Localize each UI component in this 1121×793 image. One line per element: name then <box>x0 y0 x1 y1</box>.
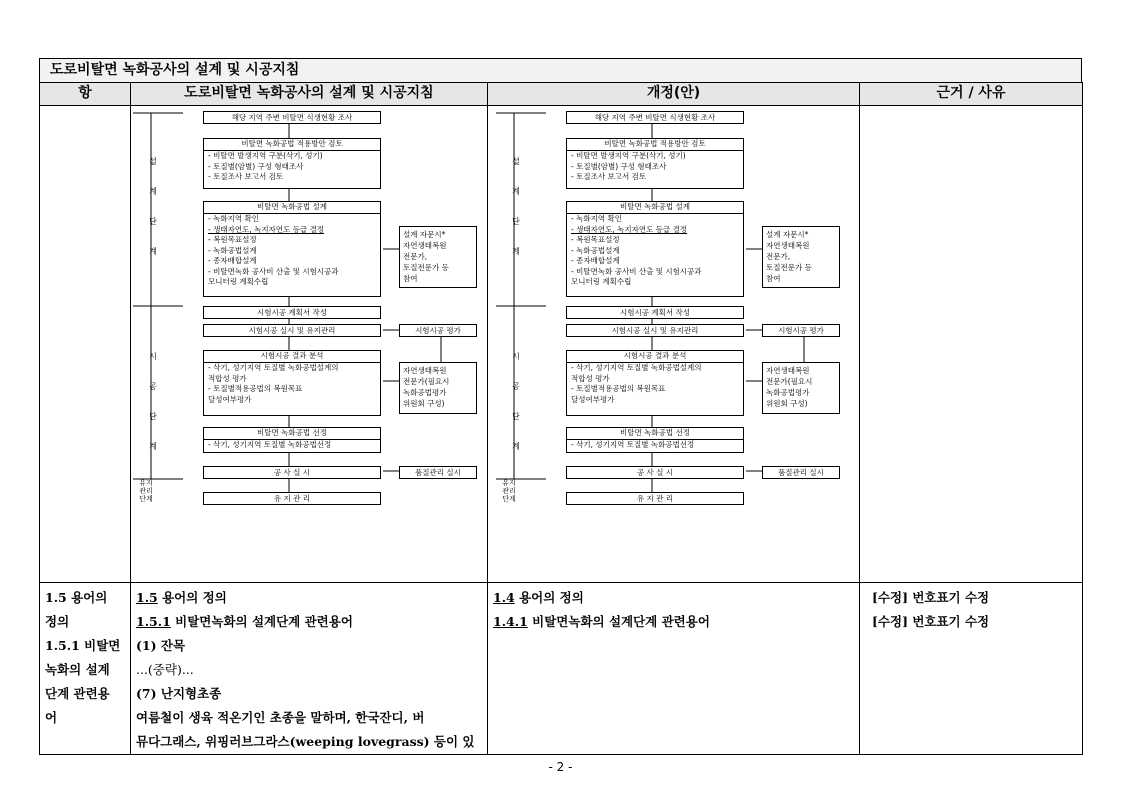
stage-label: 시 <box>149 352 157 361</box>
trial-exec-box: 시험시공 실시 및 유지관리 <box>203 324 381 337</box>
trial-result-item: 적합성 평가 <box>571 373 610 383</box>
stage-label: 설 <box>149 157 157 166</box>
design-item: - 생태자연도, 녹지자연도 등급 결정 <box>571 224 688 234</box>
design-box-title: 비탈면 녹화공법 설계 <box>204 202 380 214</box>
construction-box: 공 사 실 시 <box>203 466 381 479</box>
design-advisory-note: 설계 자문시* 자연생태복원 전문가, 토질전문가 등 참여 <box>399 226 477 288</box>
trial-advisory-note: 자연생태복원 전문가(필요시 녹화공법평가 위원회 구성) <box>762 362 840 414</box>
definition-revised-cell <box>488 583 860 755</box>
omission-marker: ...(중략)... <box>136 662 194 677</box>
quality-box: 품질관리 실시 <box>762 466 840 479</box>
maintenance-box: 유 지 관 리 <box>203 492 381 505</box>
trial-result-box <box>203 350 381 416</box>
clause-line: 어 <box>45 710 58 725</box>
trial-result-title: 시험시공 결과 분석 <box>567 351 743 363</box>
clause-line: 단계 관련용 <box>45 686 110 701</box>
trial-result-box <box>566 350 744 416</box>
flowchart <box>494 106 850 582</box>
stage-label: 계 <box>149 442 157 451</box>
term-definition: 뮤다그래스, 위핑러브그라스(weeping lovegrass) 등이 있 <box>136 734 475 749</box>
column-header-reason: 근거 / 사유 <box>860 83 1083 106</box>
design-item: 모니터링 계획수립 <box>208 277 269 286</box>
definition-original-cell <box>131 583 488 755</box>
trial-result-item: 달성여부평가 <box>208 394 252 404</box>
trial-eval-box: 시험시공 평가 <box>399 324 477 337</box>
clause-line: 정의 <box>45 614 70 629</box>
stage-label: 계 <box>512 187 520 196</box>
definition-clause-cell <box>40 583 131 755</box>
trial-advisory-note: 자연생태복원 전문가(필요시 녹화공법평가 위원회 구성) <box>399 362 477 414</box>
trial-result-item: - 토질별적용공법의 복원목표 <box>571 384 666 393</box>
stage-label: 유지 관리 단계 <box>139 479 153 503</box>
review-item: - 토질조사 보고서 검토 <box>208 172 284 181</box>
flow-reason-cell <box>860 106 1083 583</box>
design-item: - 비탈면녹화 공사비 산출 및 시험시공과 <box>208 266 339 276</box>
stage-label: 계 <box>512 247 520 256</box>
section-heading: 1.5 용어의 정의 <box>136 590 227 605</box>
trial-exec-box: 시험시공 실시 및 유지관리 <box>566 324 744 337</box>
trial-result-item: - 토질별적용공법의 복원목표 <box>208 384 303 393</box>
trial-plan-box: 시험시공 계획서 작성 <box>203 306 381 319</box>
quality-box: 품질관리 실시 <box>399 466 477 479</box>
trial-eval-box: 시험시공 평가 <box>762 324 840 337</box>
survey-box: 해당 지역 주변 비탈면 식생현황 조사 <box>566 111 744 124</box>
design-item: - 녹화지역 확인 <box>571 214 622 223</box>
design-box <box>203 201 381 297</box>
column-header-clause: 항 <box>40 83 131 106</box>
review-item: - 토질조사 보고서 검토 <box>571 172 647 181</box>
stage-label: 단 <box>512 217 520 226</box>
clause-line: 녹화의 설계 <box>45 662 110 677</box>
design-item: 모니터링 계획수립 <box>571 277 632 286</box>
design-item: - 생태자연도, 녹지자연도 등급 결정 <box>208 224 325 234</box>
flow-original-cell <box>131 106 488 583</box>
section-heading: 1.4 용어의 정의 <box>493 590 584 605</box>
design-item: - 종자배합설계 <box>208 256 257 265</box>
stage-label: 계 <box>149 247 157 256</box>
design-item: - 비탈면녹화 공사비 산출 및 시험시공과 <box>571 266 702 276</box>
term-definition: 여름철이 생육 적온기인 초종을 말하며, 한국잔디, 버 <box>136 710 425 725</box>
construction-box: 공 사 실 시 <box>566 466 744 479</box>
column-header-original: 도로비탈면 녹화공사의 설계 및 시공지침 <box>131 83 488 106</box>
stage-label: 유지 관리 단계 <box>502 479 516 503</box>
subsection-heading: 1.5.1 비탈면녹화의 설계단계 관련용어 <box>136 614 353 629</box>
column-header-revised: 개정(안) <box>488 83 860 106</box>
design-box-title: 비탈면 녹화공법 설계 <box>567 202 743 214</box>
term-heading: (7) 난지형초종 <box>136 686 222 701</box>
survey-box: 해당 지역 주변 비탈면 식생현황 조사 <box>203 111 381 124</box>
method-select-box <box>203 427 381 453</box>
design-item: - 녹화공법설계 <box>208 245 257 255</box>
review-box <box>203 138 381 189</box>
design-box <box>566 201 744 297</box>
review-item: - 비탈면 발생지역 구분(삭기, 성기) <box>208 151 323 160</box>
reason-note: [수정] 번호표기 수정 <box>872 614 990 629</box>
trial-result-item: - 삭기, 성기지역 토질별 녹화공법설계의 <box>208 363 339 372</box>
stage-label: 공 <box>512 382 520 391</box>
method-select-title: 비탈면 녹화공법 선정 <box>567 428 743 440</box>
trial-result-item: - 삭기, 성기지역 토질별 녹화공법설계의 <box>571 363 702 372</box>
flowchart <box>131 106 487 582</box>
stage-label: 단 <box>512 412 520 421</box>
stage-label: 계 <box>512 442 520 451</box>
design-item: - 녹화지역 확인 <box>208 214 259 223</box>
trial-plan-box: 시험시공 계획서 작성 <box>566 306 744 319</box>
flow-revised-cell <box>488 106 860 583</box>
definition-reason-cell <box>860 583 1083 755</box>
flow-clause-cell <box>40 106 131 583</box>
trial-result-item: 달성여부평가 <box>571 394 615 404</box>
design-advisory-note: 설계 자문시* 자연생태복원 전문가, 토질전문가 등 참여 <box>762 226 840 288</box>
term-heading: (1) 잔목 <box>136 638 186 653</box>
design-item: - 복원목표설정 <box>571 235 620 244</box>
review-box-title: 비탈면 녹화공법 적용방안 검토 <box>567 139 743 151</box>
page-title: 도로비탈면 녹화공사의 설계 및 시공지침 <box>39 58 1082 82</box>
review-box-title: 비탈면 녹화공법 적용방안 검토 <box>204 139 380 151</box>
method-select-title: 비탈면 녹화공법 선정 <box>204 428 380 440</box>
comparison-table <box>39 82 1083 755</box>
stage-label: 단 <box>149 412 157 421</box>
review-box <box>566 138 744 189</box>
reason-note: [수정] 번호표기 수정 <box>872 590 990 605</box>
review-item: - 토질별(암별) 구성 형태조사 <box>208 161 304 171</box>
stage-label: 설 <box>512 157 520 166</box>
stage-label: 단 <box>149 217 157 226</box>
stage-label: 계 <box>149 187 157 196</box>
maintenance-box: 유 지 관 리 <box>566 492 744 505</box>
method-select-item: - 삭기, 성기지역 토질별 녹화공법선정 <box>571 440 695 449</box>
method-select-item: - 삭기, 성기지역 토질별 녹화공법선정 <box>208 440 332 449</box>
trial-result-item: 적합성 평가 <box>208 373 247 383</box>
design-item: - 종자배합설계 <box>571 256 620 265</box>
clause-line: 1.5 용어의 <box>45 590 108 605</box>
subsection-heading: 1.4.1 비탈면녹화의 설계단계 관련용어 <box>493 614 710 629</box>
stage-label: 시 <box>512 352 520 361</box>
design-item: - 복원목표설정 <box>208 235 257 244</box>
trial-result-title: 시험시공 결과 분석 <box>204 351 380 363</box>
review-item: - 토질별(암별) 구성 형태조사 <box>571 161 667 171</box>
method-select-box <box>566 427 744 453</box>
design-item: - 녹화공법설계 <box>571 245 620 255</box>
stage-label: 공 <box>149 382 157 391</box>
review-item: - 비탈면 발생지역 구분(삭기, 성기) <box>571 151 686 160</box>
clause-line: 1.5.1 비탈면 <box>45 638 121 653</box>
page-number: - 2 - <box>548 760 573 774</box>
